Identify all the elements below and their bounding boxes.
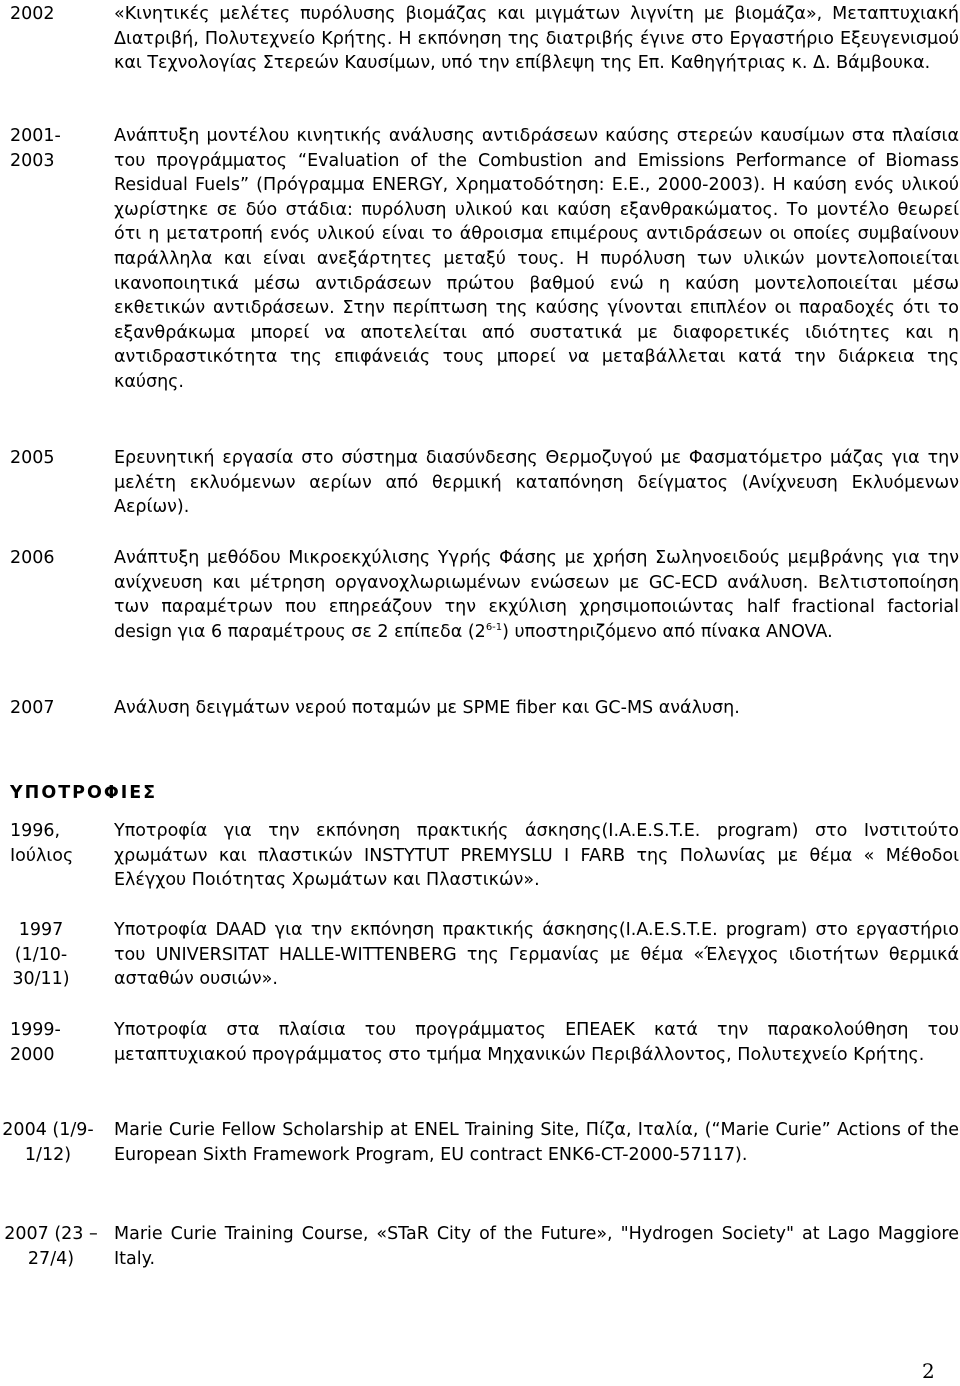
- page-number: 2: [922, 1359, 935, 1383]
- entry-text: «Κινητικές μελέτες πυρόλυσης βιομάζας και μιγμάτων λιγνίτη με βιομάζα», Μεταπτυχιακή Διατριβή, Πολυτεχνείο Κρήτης. Η εκπόνηση της διατριβής έγινε στο Εργαστήριο Εξευγενισμού και Τεχνολογίας Στερεών Καυσίμων, υπό την επίβλεψη της Επ. Καθηγήτριας κ. Δ. Βάμβουκα.: [114, 4, 959, 74]
- entry-text: Ανάπτυξη μοντέλου κινητικής ανάλυσης αντιδράσεων καύσης στερεών καυσίμων στα πλαίσια του προγράμματος “Evaluation of the Combustion and Emissions Performance of Biomass Residual Fuels” (Πρόγραμμα ENERGY, Χρηματοδότηση: Ε.Ε., 2000-2003). Η καύση ενός υλικού χωρίστηκε σε δύο στάδια: πυρόλυση υλικού και καύση εξανθρακώματος. Το μοντέλο θεωρεί ότι η μετατροπή ενός υλικού είναι το άθροισμα επιμέρους αντιδράσεων οι οποίες συμβαίνουν παράλληλα και είναι ανεξάρτητες μεταξύ τους. Η πυρόλυση των υλικών μοντελοποιείται ικανοποιητικά μέσω αντιδράσεων πρώτου βαθμού ενώ η καύση μοντελοποιείται μέσω εκθετικών αντιδράσεων. Στην περίπτωση της καύσης γίνονται επιπλέον οι παραδοχές ότι το εξανθράκωμα μπορεί να αποτελείται από συστατικά με διαφορετικές ιδιότητες και η αντιδραστικότητα της επιφάνειάς τους μπορεί να μεταβάλλεται κατά την διάρκεια της καύσης.: [114, 126, 959, 392]
- entry-date: 2004 (1/9-1/12): [2, 1120, 94, 1165]
- entry-text-before: Ανάπτυξη μεθόδου Μικροεκχύλισης Υγρής Φάσης με χρήση Σωληνοειδούς μεμβράνης για την ανίχνευση και μέτρηση οργανοχλωριωμένων ενώσεων με GC-ECD ανάλυση. Βελτιστοποίηση των παραμέτρων που επηρεάζουν την εκχύλιση χρησιμοποιώντας half fractional factorial design για 6 παραμέτρους σε 2 επίπεδα (2: [114, 548, 959, 642]
- entry-text: Υποτροφία DAAD για την εκπόνηση πρακτικής άσκησης(I.A.E.S.T.E. program) στο εργαστήριο του UNIVERSITAT HALLE-WITTENBERG της Γερμανίας με θέμα «Έλεγχος ιδιοτήτων θερμικά ασταθών ουσιών».: [114, 920, 959, 990]
- entry-date: 1996, Ιούλιος: [10, 821, 74, 866]
- entry-text: Υποτροφία στα πλαίσια του προγράμματος ΕΠΕΑΕΚ κατά την παρακολούθηση του μεταπτυχιακού προγράμματος στο τμήμα Μηχανικών Περιβάλλοντος, Πολυτεχνείο Κρήτης.: [114, 1020, 959, 1065]
- entry-date: 2007: [10, 698, 55, 718]
- entry-date: 1999-2000: [10, 1020, 61, 1065]
- entry-text: Υποτροφία για την εκπόνηση πρακτικής άσκησης(I.A.E.S.T.E. program) στο Ινστιτούτο χρωμάτων και πλαστικών INSTYTUT PREMYSLU I FARB της Πολωνίας με θέμα « Μέθοδοι Ελέγχου Ποιότητας Χρωμάτων και Πλαστικών».: [114, 821, 959, 891]
- entry-text: Ερευνητική εργασία στο σύστημα διασύνδεσης Θερμοζυγού με Φασματόμετρο μάζας για την μελέτη εκλυόμενων αερίων από θερμική καταπόνηση δείγματος (Ανίχνευση Εκλυόμενων Αερίων).: [114, 448, 959, 518]
- entry-date: 2001-2003: [10, 126, 61, 171]
- entry-text: Ανάλυση δειγμάτων νερού ποταμών με SPME fiber και GC-MS ανάλυση.: [114, 698, 740, 718]
- entry-date: 2007 (23 – 27/4): [4, 1224, 98, 1269]
- entry-date: 2002: [10, 4, 55, 24]
- entry-text-after: ) υποστηριζόμενο από πίνακα ANOVA.: [502, 621, 833, 642]
- entry-date: 2005: [10, 448, 55, 468]
- section-heading: ΥΠΟΤΡΟΦΙΕΣ: [10, 783, 158, 803]
- exponent: 6-1: [485, 621, 503, 633]
- entry-date: 2006: [10, 548, 55, 568]
- entry-date: 1997 (1/10-30/11): [12, 920, 70, 990]
- entry-text: Marie Curie Fellow Scholarship at ENEL Training Site, Πίζα, Ιταλία, (“Marie Curie” Actions of the European Sixth Framework Program, EU contract ENK6-CT-2000-57117).: [114, 1120, 959, 1165]
- entry-text: Marie Curie Training Course, «STaR City of the Future», "Hydrogen Society" at Lago Maggiore Italy.: [114, 1224, 959, 1269]
- entry-text: [114, 546, 959, 644]
